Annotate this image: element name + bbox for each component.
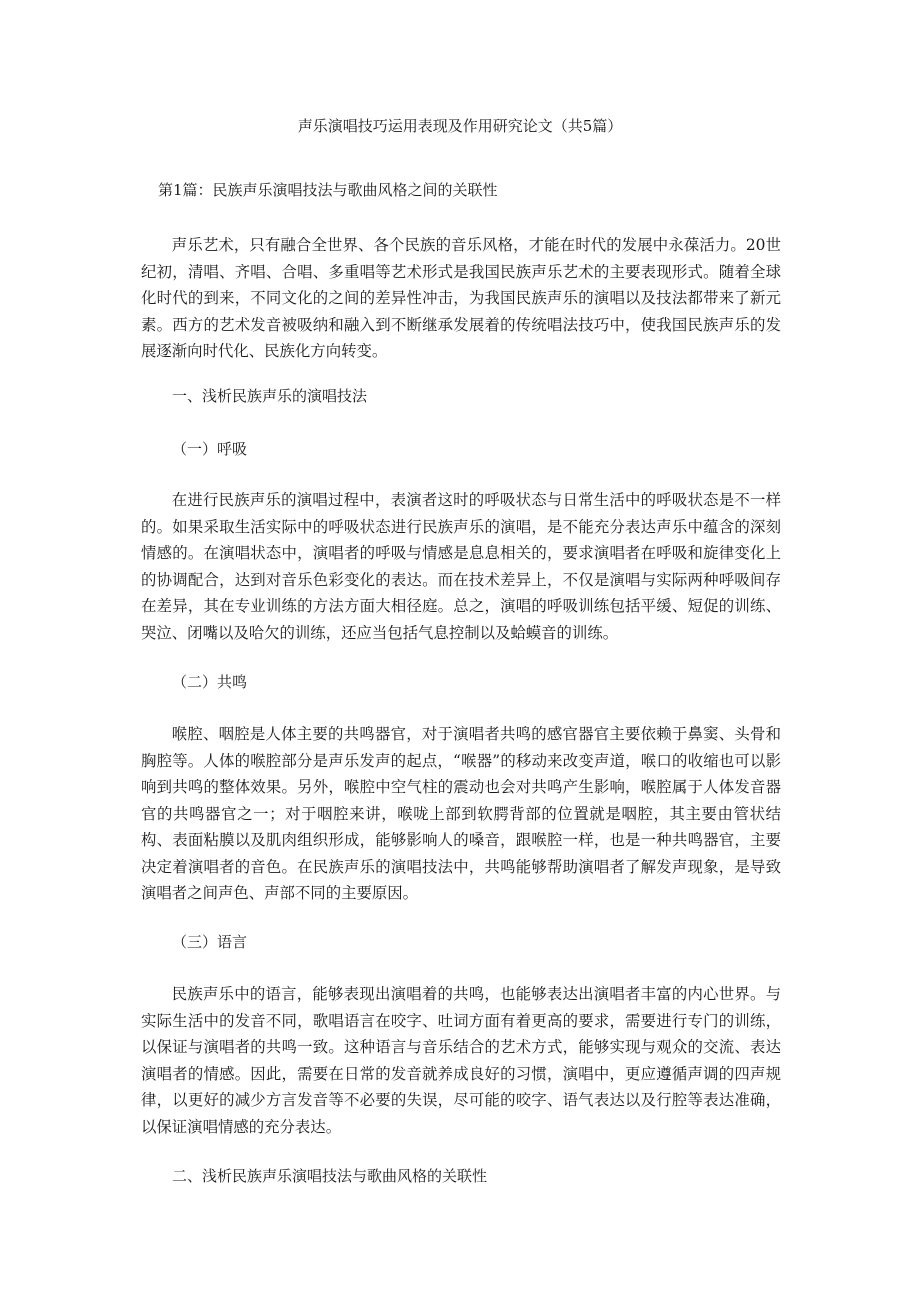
article-heading: 第1篇：民族声乐演唱技法与歌曲风格之间的关联性 xyxy=(158,181,498,199)
document-title: 声乐演唱技巧运用表现及作用研究论文（共5篇） xyxy=(297,117,623,135)
intro-paragraph: 声乐艺术，只有融合全世界、各个民族的音乐风格，才能在时代的发展中永葆活力。20世纪初，清唱、齐唱、合唱、多重唱等艺术形式是我国民族声乐艺术的主要表现形式。随着全球化时代的到来，不同文化的之间的差异性冲击，为我国民族声乐的演唱以及技法都带来了新元素。西方的艺术发音被吸纳和融入到不断继承发展着的传统唱法技巧中，使我国民族声乐的发展逐渐向时代化、民族化方向转变。 xyxy=(141,236,781,360)
resonance-paragraph: 喉腔、咽腔是人体主要的共鸣器官，对于演唱者共鸣的感官器官主要依赖于鼻窦、头骨和胸腔等。人体的喉腔部分是声乐发声的起点，“喉器”的移动来改变声道，喉口的收缩也可以影响到共鸣的整体效果。另外，喉腔中空气柱的震动也会对共鸣产生影响，喉腔属于人体发音器官的共鸣器官之一；对于咽腔来讲，喉咙上部到软腭背部的位置就是咽腔，其主要由管状结构、表面粘膜以及肌肉组织形成，能够影响人的嗓音，跟喉腔一样，也是一种共鸣器官，主要决定着演唱者的音色。在民族声乐的演唱技法中，共鸣能够帮助演唱者了解发声现象，是导致演唱者之间声色、声部不同的主要原因。 xyxy=(141,725,781,902)
subsection-heading-breathing: （一）呼吸 xyxy=(172,440,248,458)
section-heading-2: 二、浅析民族声乐演唱技法与歌曲风格的关联性 xyxy=(172,1167,488,1185)
subsection-heading-language: （三）语言 xyxy=(172,933,248,951)
subsection-heading-resonance: （二）共鸣 xyxy=(172,673,248,691)
section-heading-1: 一、浅析民族声乐的演唱技法 xyxy=(172,387,368,405)
language-paragraph: 民族声乐中的语言，能够表现出演唱着的共鸣，也能够表达出演唱者丰富的内心世界。与实际生活中的发音不同，歌唱语言在咬字、吐词方面有着更高的要求，需要进行专门的训练，以保证与演唱者的共鸣一致。这种语言与音乐结合的艺术方式，能够实现与观众的交流、表达演唱者的情感。因此，需要在日常的发音就养成良好的习惯，演唱中，更应遵循声调的四声规律，以更好的减少方言发音等不必要的失误，尽可能的咬字、语气表达以及行腔等表达准确，以保证演唱情感的充分表达。 xyxy=(141,985,781,1136)
breathing-paragraph: 在进行民族声乐的演唱过程中，表演者这时的呼吸状态与日常生活中的呼吸状态是不一样的。如果采取生活实际中的呼吸状态进行民族声乐的演唱，是不能充分表达声乐中蕴含的深刻情感的。在演唱状态中，演唱者的呼吸与情感是息息相关的，要求演唱者在呼吸和旋律变化上的协调配合，达到对音乐色彩变化的表达。而在技术差异上，不仅是演唱与实际两种呼吸间存在差异，其在专业训练的方法方面大相径庭。总之，演唱的呼吸训练包括平缓、短促的训练、哭泣、闭嘴以及哈欠的训练，还应当包括气息控制以及蛤蟆音的训练。 xyxy=(141,491,781,642)
